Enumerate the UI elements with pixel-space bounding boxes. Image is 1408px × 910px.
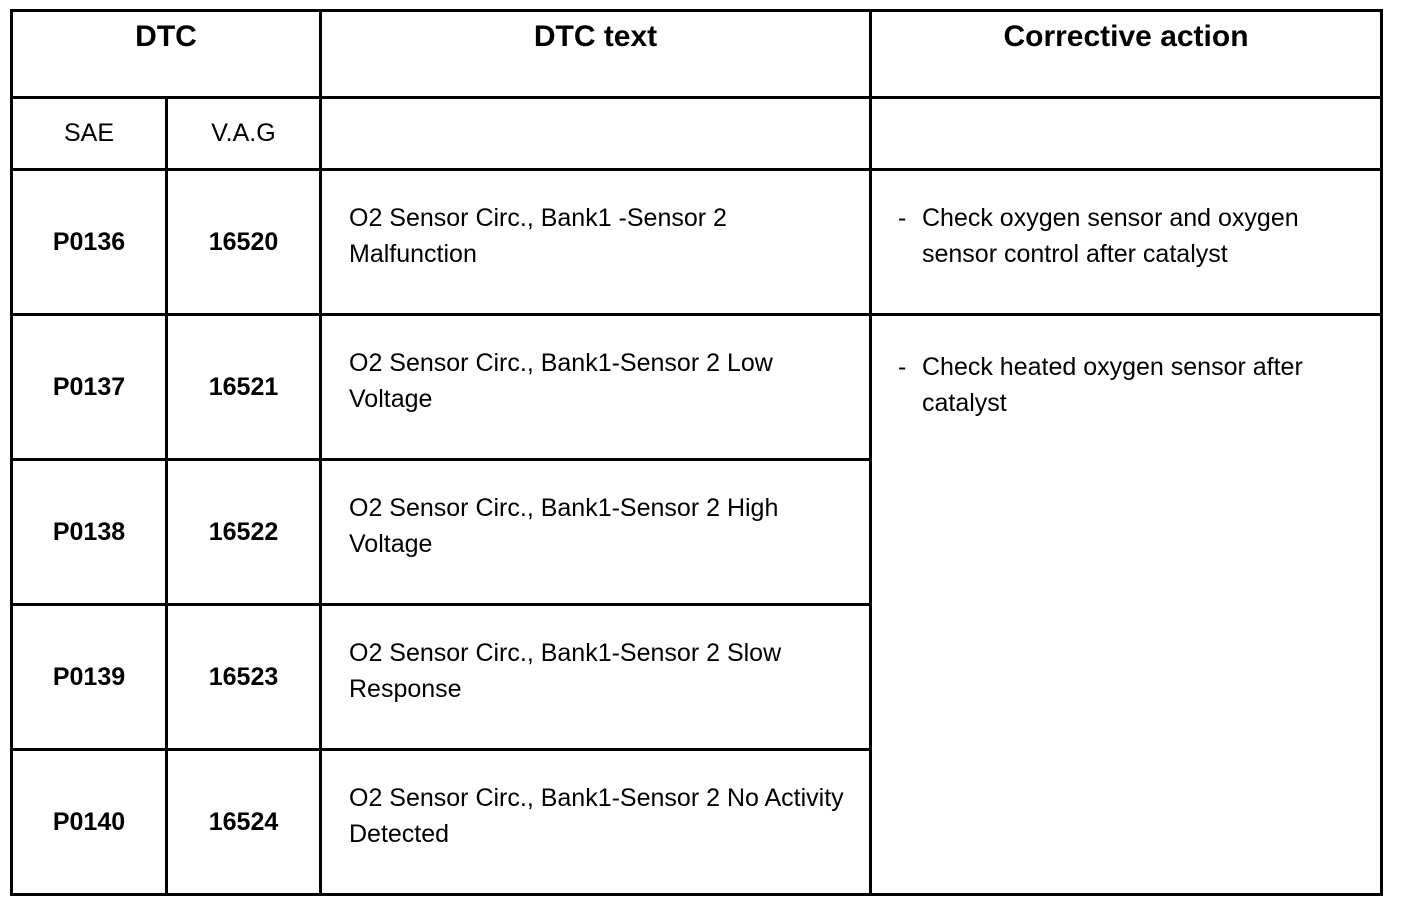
dtc-text-cell bbox=[321, 315, 871, 460]
vag-code: 16523 bbox=[167, 605, 321, 750]
dtc-text: O2 Sensor Circ., Bank1-Sensor 2 No Activity Detected bbox=[349, 784, 844, 848]
vag-code: 16524 bbox=[167, 750, 321, 895]
vag-code: 16520 bbox=[167, 170, 321, 315]
corrective-action-item bbox=[898, 349, 1370, 421]
table-row bbox=[12, 170, 1382, 315]
dtc-table bbox=[10, 9, 1383, 896]
dash-bullet: - bbox=[898, 353, 907, 381]
sae-code: P0139 bbox=[12, 605, 167, 750]
corrective-action-text: Check oxygen sensor and oxygen sensor control after catalyst bbox=[922, 204, 1299, 268]
sae-code: P0138 bbox=[12, 460, 167, 605]
sae-code: P0140 bbox=[12, 750, 167, 895]
subheader-row bbox=[12, 98, 1382, 170]
dtc-text: O2 Sensor Circ., Bank1-Sensor 2 Low Voltage bbox=[349, 349, 773, 413]
sae-code: P0136 bbox=[12, 170, 167, 315]
corrective-action-cell bbox=[871, 170, 1382, 315]
dtc-text: O2 Sensor Circ., Bank1-Sensor 2 Slow Response bbox=[349, 639, 782, 703]
vag-code: 16521 bbox=[167, 315, 321, 460]
corrective-action-cell bbox=[871, 315, 1382, 895]
dtc-text-cell bbox=[321, 750, 871, 895]
dash-bullet: - bbox=[898, 204, 907, 232]
header-dtc-text: DTC text bbox=[321, 11, 871, 98]
subheader-sae: SAE bbox=[12, 98, 167, 170]
corrective-action-text: Check heated oxygen sensor after catalyst bbox=[922, 353, 1303, 417]
header-row bbox=[12, 11, 1382, 98]
dtc-text-cell bbox=[321, 460, 871, 605]
sae-code: P0137 bbox=[12, 315, 167, 460]
table-row bbox=[12, 315, 1382, 460]
subheader-vag: V.A.G bbox=[167, 98, 321, 170]
header-dtc: DTC bbox=[12, 11, 321, 98]
dtc-text: O2 Sensor Circ., Bank1-Sensor 2 High Voltage bbox=[349, 494, 779, 558]
header-corrective-action: Corrective action bbox=[871, 11, 1382, 98]
subheader-empty-text bbox=[321, 98, 871, 170]
dtc-text-cell bbox=[321, 170, 871, 315]
subheader-empty-action bbox=[871, 98, 1382, 170]
corrective-action-item bbox=[898, 200, 1370, 272]
vag-code: 16522 bbox=[167, 460, 321, 605]
dtc-text-cell bbox=[321, 605, 871, 750]
dtc-text: O2 Sensor Circ., Bank1 -Sensor 2 Malfunction bbox=[349, 204, 727, 268]
